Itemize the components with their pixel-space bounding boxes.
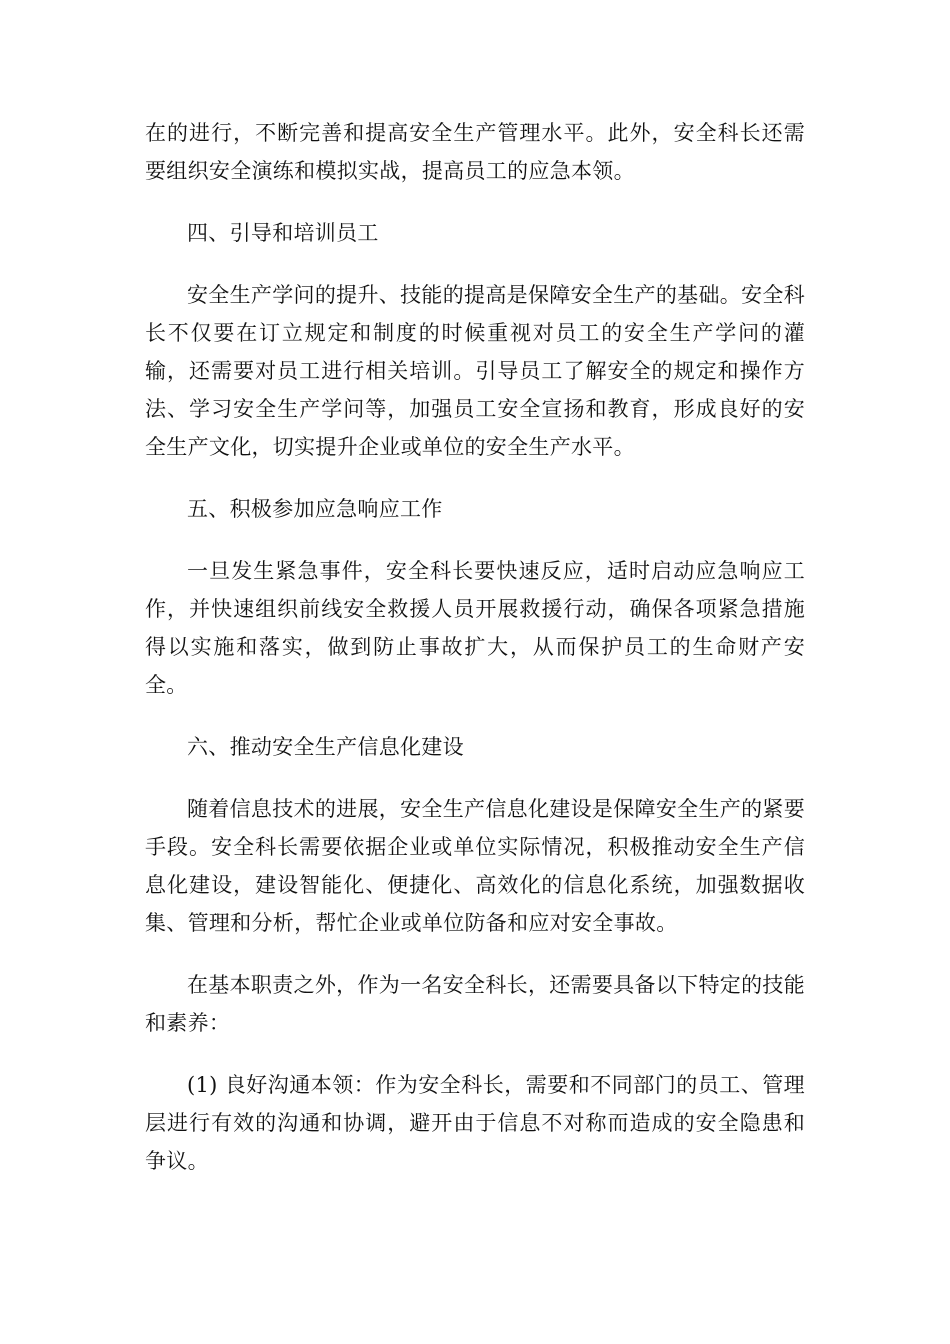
- paragraph-informatization: 随着信息技术的进展，安全生产信息化建设是保障安全生产的紧要手段。安全科长需要依据企业或单位实际情况，积极推动安全生产信息化建设，建设智能化、便捷化、高效化的信息化系统，加强数据收集、管理和分析，帮忙企业或单位防备和应对安全事故。: [145, 797, 805, 935]
- document-body: [145, 114, 805, 1204]
- paragraph-training: 安全生产学问的提升、技能的提高是保障安全生产的基础。安全科长不仅要在订立规定和制度的时候重视对员工的安全生产学问的灌输，还需要对员工进行相关培训。引导员工了解安全的规定和操作方法、学习安全生产学问等，加强员工安全宣扬和教育，形成良好的安全生产文化，切实提升企业或单位的安全生产水平。: [145, 283, 805, 459]
- paragraph-emergency: 一旦发生紧急事件，安全科长要快速反应，适时启动应急响应工作，并快速组织前线安全救援人员开展救援行动，确保各项紧急措施得以实施和落实，做到防止事故扩大，从而保护员工的生命财产安全。: [145, 559, 805, 697]
- paragraph-skills-intro: 在基本职责之外，作为一名安全科长，还需要具备以下特定的技能和素养：: [145, 973, 805, 1035]
- paragraph-skill-1: (1) 良好沟通本领：作为安全科长，需要和不同部门的员工、管理层进行有效的沟通和协调，避开由于信息不对称而造成的安全隐患和争议。: [145, 1073, 805, 1173]
- section-heading-5: 五、积极参加应急响应工作: [187, 497, 443, 521]
- paragraph-continuation: 在的进行，不断完善和提高安全生产管理水平。此外，安全科长还需要组织安全演练和模拟实战，提高员工的应急本领。: [145, 121, 805, 183]
- section-heading-4: 四、引导和培训员工: [187, 221, 379, 245]
- section-heading-6: 六、推动安全生产信息化建设: [187, 735, 464, 759]
